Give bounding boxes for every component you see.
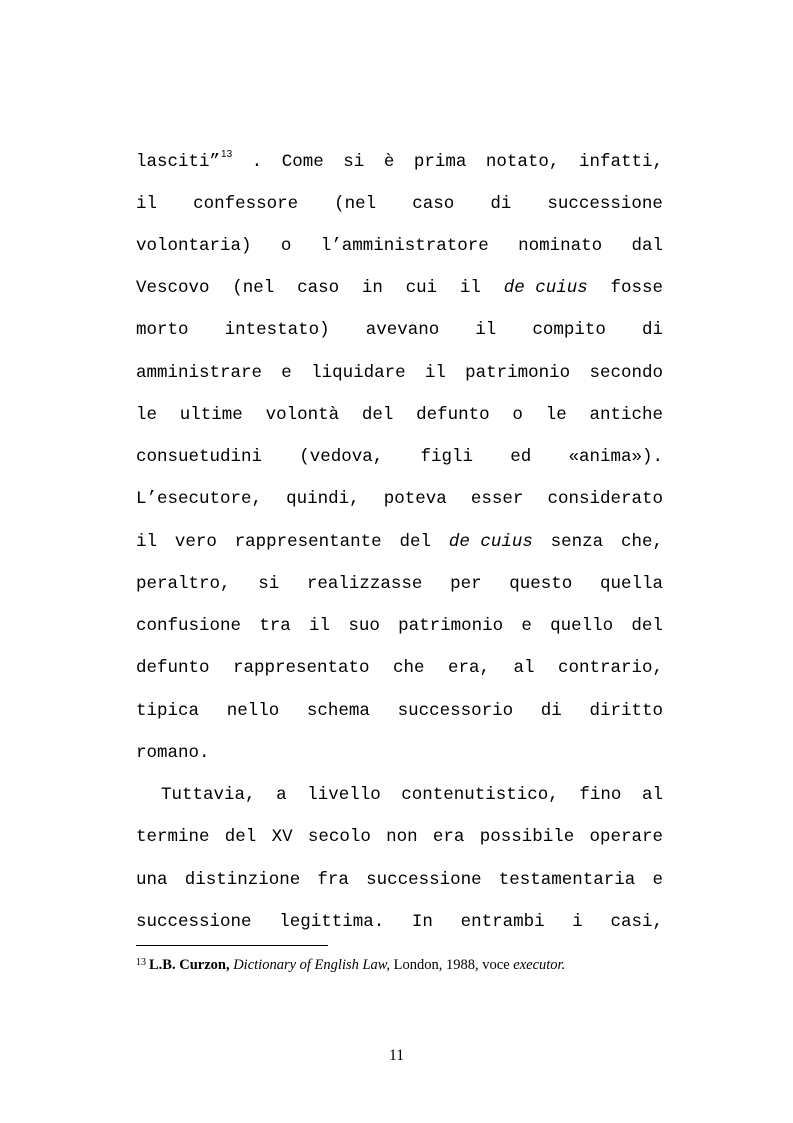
word: dal: [631, 236, 663, 256]
word: i: [572, 912, 583, 932]
word: o: [512, 405, 523, 425]
line-1: [136, 148, 663, 176]
word: ultime: [179, 405, 243, 425]
word: secondo: [589, 363, 663, 383]
line-19: [136, 908, 663, 936]
footnote-author: L.B. Curzon,: [149, 957, 230, 973]
line-10: [136, 528, 663, 556]
word: al: [513, 658, 535, 678]
word: era,: [447, 658, 490, 678]
word: di: [641, 320, 663, 340]
word: successione: [547, 194, 663, 214]
word: che: [392, 658, 425, 678]
word: successorio: [397, 701, 514, 721]
word: suo: [348, 616, 380, 636]
line-7: [136, 401, 663, 429]
word: le: [136, 405, 158, 425]
word: secolo: [307, 827, 371, 847]
word: fra: [317, 870, 349, 890]
word: XV: [271, 827, 293, 847]
footnote-place-year: London, 1988, voce: [390, 957, 514, 973]
line-17: [136, 823, 663, 851]
word: il: [475, 320, 497, 340]
footnote: [136, 953, 696, 975]
word: considerato: [547, 489, 663, 509]
word: termine: [136, 827, 210, 847]
word: ed: [510, 447, 532, 467]
word: lasciti”$^{13}$: [136, 149, 233, 172]
word: Come: [281, 152, 324, 172]
word: infatti,: [578, 152, 663, 172]
italic-phrase: de cuius: [503, 278, 588, 298]
word: entrambi: [460, 912, 545, 932]
word: nominato: [518, 236, 603, 256]
footnote-reference[interactable]: 13: [221, 149, 233, 160]
word: contrario,: [557, 658, 663, 678]
word: volontà: [265, 405, 340, 425]
word: il: [136, 532, 158, 552]
word: rappresentante: [234, 532, 382, 552]
word: patrimonio: [465, 363, 571, 383]
word: realizzasse: [306, 574, 423, 594]
word: fosse: [610, 278, 663, 298]
line-18: [136, 866, 663, 894]
word: fino: [579, 785, 622, 805]
word: non: [386, 827, 418, 847]
line-11: [136, 570, 663, 598]
italic-phrase: de cuius: [448, 532, 533, 552]
word: nello: [226, 701, 280, 721]
word: a: [276, 785, 287, 805]
word: «anima»).: [568, 447, 663, 467]
word: successione: [136, 912, 252, 932]
word: liquidare: [311, 363, 406, 383]
word: diritto: [589, 701, 663, 721]
word: avevano: [365, 320, 440, 340]
word: livello: [307, 785, 381, 805]
word: del: [361, 405, 394, 425]
word: le: [545, 405, 567, 425]
word: questo: [509, 574, 573, 594]
word: rappresentato: [232, 658, 370, 678]
word: consuetudini: [136, 447, 263, 467]
word: del: [399, 532, 432, 552]
word: Tuttavia,: [161, 785, 256, 805]
line-4: [136, 274, 663, 302]
word: quello: [550, 616, 614, 636]
word: schema: [306, 701, 370, 721]
word: il: [459, 278, 481, 298]
word: L’esecutore,: [136, 489, 263, 509]
word: possibile: [479, 827, 575, 847]
word: e: [281, 363, 292, 383]
line-6: [136, 359, 663, 387]
word: testamentaria: [498, 870, 636, 890]
page-number: 11: [389, 1047, 404, 1064]
word: (nel: [232, 278, 275, 298]
word: si: [343, 152, 365, 172]
word: il: [424, 363, 446, 383]
word: caso: [297, 278, 340, 298]
word: era: [432, 827, 465, 847]
word: del: [224, 827, 257, 847]
word: (nel: [334, 194, 377, 214]
word: successione: [366, 870, 482, 890]
word: amministrare: [136, 363, 263, 383]
word: al: [641, 785, 663, 805]
word: legittima.: [279, 912, 385, 932]
word: (vedova,: [299, 447, 384, 467]
line-8: [136, 443, 663, 471]
word: quella: [599, 574, 663, 594]
line-5: [136, 316, 663, 344]
word: cui: [405, 278, 438, 298]
footnote-entry: executor.: [513, 957, 566, 973]
word: e: [652, 870, 663, 890]
footnote-number: 13: [136, 957, 146, 968]
word: prima: [413, 152, 467, 172]
word: esser: [470, 489, 524, 509]
word: casi,: [610, 912, 663, 932]
word: di: [490, 194, 512, 214]
word: peraltro,: [136, 574, 231, 594]
word: morto: [136, 320, 189, 340]
word: si: [258, 574, 280, 594]
word: In: [411, 912, 433, 932]
footnote-title: Dictionary of English Law,: [233, 957, 391, 973]
word: defunto: [416, 405, 490, 425]
word: Vescovo: [136, 278, 210, 298]
word: notato,: [485, 152, 560, 172]
word: del: [631, 616, 663, 636]
word: .: [251, 152, 263, 172]
word: contenutistico,: [401, 785, 559, 805]
line-9: [136, 485, 663, 513]
word: per: [450, 574, 482, 594]
line-3: [136, 232, 663, 260]
word: vero: [174, 532, 217, 552]
word: una: [136, 870, 168, 890]
line-13: [136, 654, 663, 682]
word: che,: [620, 532, 663, 552]
word: quindi,: [286, 489, 360, 509]
word: intestato): [224, 320, 330, 340]
word: confessore: [193, 194, 299, 214]
line-16: [161, 781, 663, 809]
word: in: [361, 278, 383, 298]
word: compito: [532, 320, 606, 340]
word: poteva: [383, 489, 447, 509]
word: confusione: [136, 616, 242, 636]
line-14: [136, 697, 663, 725]
word: romano.: [136, 743, 210, 763]
word: figli: [420, 447, 473, 467]
word: patrimonio: [398, 616, 504, 636]
word: o: [280, 236, 292, 256]
word: antiche: [589, 405, 663, 425]
word: distinzione: [184, 870, 301, 890]
word: volontaria): [136, 236, 252, 256]
line-2: [136, 190, 663, 218]
line-15: [136, 739, 663, 767]
word: di: [540, 701, 562, 721]
line-12: [136, 612, 663, 640]
word: è: [383, 152, 395, 172]
word: l’amministratore: [320, 236, 489, 256]
word: tipica: [136, 701, 200, 721]
word: defunto: [136, 658, 210, 678]
word: tra: [259, 616, 291, 636]
word: e: [521, 616, 532, 636]
word: senza: [550, 532, 604, 552]
word: il: [309, 616, 331, 636]
word: operare: [589, 827, 663, 847]
word: il: [136, 194, 158, 214]
word: caso: [412, 194, 455, 214]
footnote-separator: [136, 945, 328, 946]
